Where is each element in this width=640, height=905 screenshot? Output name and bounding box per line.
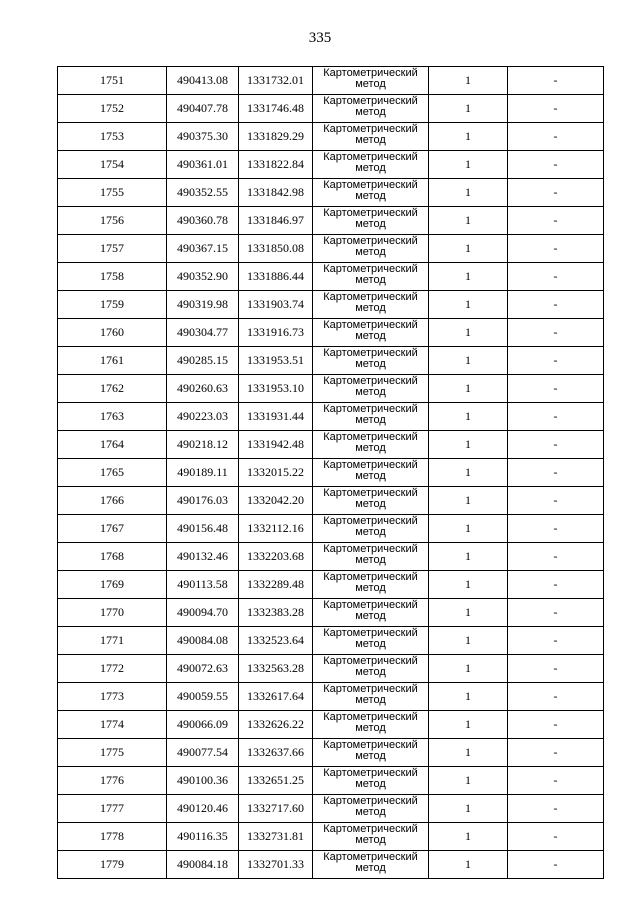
method-line-2: метод	[355, 834, 386, 846]
method-line-2: метод	[355, 554, 386, 566]
y-coordinate-cell: 1331886.44	[239, 263, 313, 291]
x-coordinate-cell: 490084.18	[167, 851, 239, 879]
method-cell	[313, 655, 429, 683]
table-row	[58, 655, 604, 683]
method-cell	[313, 263, 429, 291]
note-cell: -	[508, 515, 604, 543]
method-cell	[313, 683, 429, 711]
note-cell: -	[508, 459, 604, 487]
note-cell: -	[508, 347, 604, 375]
note-cell: -	[508, 123, 604, 151]
table-row	[58, 207, 604, 235]
y-coordinate-cell: 1331846.97	[239, 207, 313, 235]
method-line-1: Картометрический	[323, 151, 418, 163]
method-line-1: Картометрический	[323, 795, 418, 807]
method-line-2: метод	[355, 246, 386, 258]
method-cell	[313, 739, 429, 767]
note-cell: -	[508, 375, 604, 403]
method-cell	[313, 319, 429, 347]
y-coordinate-cell: 1331931.44	[239, 403, 313, 431]
method-line-2: метод	[355, 162, 386, 174]
y-coordinate-cell: 1332383.28	[239, 599, 313, 627]
method-line-1: Картометрический	[323, 431, 418, 443]
accuracy-cell: 1	[429, 95, 508, 123]
table-row	[58, 263, 604, 291]
x-coordinate-cell: 490100.36	[167, 767, 239, 795]
coordinates-table	[57, 66, 604, 879]
x-coordinate-cell: 490077.54	[167, 739, 239, 767]
y-coordinate-cell: 1332112.16	[239, 515, 313, 543]
method-line-2: метод	[355, 134, 386, 146]
table-body	[58, 67, 604, 879]
point-number-cell: 1773	[58, 683, 167, 711]
y-coordinate-cell: 1332289.48	[239, 571, 313, 599]
method-line-1: Картометрический	[323, 571, 418, 583]
note-cell: -	[508, 571, 604, 599]
accuracy-cell: 1	[429, 263, 508, 291]
x-coordinate-cell: 490176.03	[167, 487, 239, 515]
table-row	[58, 571, 604, 599]
method-line-2: метод	[355, 414, 386, 426]
method-line-1: Картометрический	[323, 739, 418, 751]
point-number-cell: 1756	[58, 207, 167, 235]
method-line-1: Картометрический	[323, 767, 418, 779]
note-cell: -	[508, 739, 604, 767]
y-coordinate-cell: 1332717.60	[239, 795, 313, 823]
method-line-1: Картометрический	[323, 683, 418, 695]
accuracy-cell: 1	[429, 851, 508, 879]
x-coordinate-cell: 490367.15	[167, 235, 239, 263]
note-cell: -	[508, 683, 604, 711]
point-number-cell: 1779	[58, 851, 167, 879]
accuracy-cell: 1	[429, 403, 508, 431]
y-coordinate-cell: 1332015.22	[239, 459, 313, 487]
method-line-2: метод	[355, 358, 386, 370]
point-number-cell: 1771	[58, 627, 167, 655]
accuracy-cell: 1	[429, 207, 508, 235]
method-line-1: Картометрический	[323, 655, 418, 667]
table-row	[58, 151, 604, 179]
note-cell: -	[508, 291, 604, 319]
note-cell: -	[508, 151, 604, 179]
y-coordinate-cell: 1331746.48	[239, 95, 313, 123]
point-number-cell: 1777	[58, 795, 167, 823]
accuracy-cell: 1	[429, 655, 508, 683]
method-line-2: метод	[355, 610, 386, 622]
method-line-1: Картометрический	[323, 207, 418, 219]
accuracy-cell: 1	[429, 291, 508, 319]
method-line-1: Картометрический	[323, 515, 418, 527]
point-number-cell: 1757	[58, 235, 167, 263]
method-cell	[313, 823, 429, 851]
x-coordinate-cell: 490413.08	[167, 67, 239, 95]
note-cell: -	[508, 823, 604, 851]
table-row	[58, 67, 604, 95]
point-number-cell: 1766	[58, 487, 167, 515]
accuracy-cell: 1	[429, 431, 508, 459]
point-number-cell: 1768	[58, 543, 167, 571]
accuracy-cell: 1	[429, 795, 508, 823]
table-row	[58, 711, 604, 739]
method-cell	[313, 347, 429, 375]
method-cell	[313, 179, 429, 207]
method-line-2: метод	[355, 778, 386, 790]
x-coordinate-cell: 490066.09	[167, 711, 239, 739]
method-cell	[313, 459, 429, 487]
method-line-2: метод	[355, 750, 386, 762]
method-cell	[313, 515, 429, 543]
method-line-1: Картометрический	[323, 95, 418, 107]
point-number-cell: 1762	[58, 375, 167, 403]
y-coordinate-cell: 1331732.01	[239, 67, 313, 95]
x-coordinate-cell: 490407.78	[167, 95, 239, 123]
method-line-1: Картометрический	[323, 599, 418, 611]
method-line-1: Картометрический	[323, 403, 418, 415]
x-coordinate-cell: 490084.08	[167, 627, 239, 655]
table-row	[58, 123, 604, 151]
y-coordinate-cell: 1332042.20	[239, 487, 313, 515]
method-line-1: Картометрический	[323, 67, 418, 79]
note-cell: -	[508, 627, 604, 655]
note-cell: -	[508, 851, 604, 879]
table-row	[58, 347, 604, 375]
accuracy-cell: 1	[429, 347, 508, 375]
note-cell: -	[508, 599, 604, 627]
table-row	[58, 95, 604, 123]
note-cell: -	[508, 767, 604, 795]
method-cell	[313, 543, 429, 571]
method-line-1: Картометрический	[323, 123, 418, 135]
method-line-2: метод	[355, 470, 386, 482]
accuracy-cell: 1	[429, 627, 508, 655]
y-coordinate-cell: 1332701.33	[239, 851, 313, 879]
point-number-cell: 1765	[58, 459, 167, 487]
y-coordinate-cell: 1331916.73	[239, 319, 313, 347]
x-coordinate-cell: 490352.55	[167, 179, 239, 207]
y-coordinate-cell: 1331953.10	[239, 375, 313, 403]
accuracy-cell: 1	[429, 823, 508, 851]
point-number-cell: 1754	[58, 151, 167, 179]
method-line-1: Картометрический	[323, 347, 418, 359]
accuracy-cell: 1	[429, 515, 508, 543]
method-cell	[313, 235, 429, 263]
x-coordinate-cell: 490285.15	[167, 347, 239, 375]
table-row	[58, 543, 604, 571]
method-cell	[313, 123, 429, 151]
point-number-cell: 1767	[58, 515, 167, 543]
note-cell: -	[508, 655, 604, 683]
method-cell	[313, 151, 429, 179]
y-coordinate-cell: 1331903.74	[239, 291, 313, 319]
method-cell	[313, 487, 429, 515]
method-line-2: метод	[355, 218, 386, 230]
accuracy-cell: 1	[429, 67, 508, 95]
method-line-1: Картометрический	[323, 487, 418, 499]
point-number-cell: 1772	[58, 655, 167, 683]
method-line-2: метод	[355, 722, 386, 734]
point-number-cell: 1752	[58, 95, 167, 123]
accuracy-cell: 1	[429, 179, 508, 207]
method-line-1: Картометрический	[323, 851, 418, 863]
x-coordinate-cell: 490059.55	[167, 683, 239, 711]
point-number-cell: 1760	[58, 319, 167, 347]
point-number-cell: 1776	[58, 767, 167, 795]
y-coordinate-cell: 1331842.98	[239, 179, 313, 207]
y-coordinate-cell: 1332651.25	[239, 767, 313, 795]
method-cell	[313, 95, 429, 123]
y-coordinate-cell: 1332637.66	[239, 739, 313, 767]
y-coordinate-cell: 1332626.22	[239, 711, 313, 739]
x-coordinate-cell: 490132.46	[167, 543, 239, 571]
accuracy-cell: 1	[429, 767, 508, 795]
method-cell	[313, 599, 429, 627]
method-cell	[313, 627, 429, 655]
method-line-2: метод	[355, 78, 386, 90]
x-coordinate-cell: 490156.48	[167, 515, 239, 543]
table-row	[58, 739, 604, 767]
point-number-cell: 1763	[58, 403, 167, 431]
x-coordinate-cell: 490072.63	[167, 655, 239, 683]
note-cell: -	[508, 179, 604, 207]
method-line-2: метод	[355, 862, 386, 874]
method-line-1: Картометрический	[323, 263, 418, 275]
method-line-2: метод	[355, 190, 386, 202]
note-cell: -	[508, 711, 604, 739]
note-cell: -	[508, 263, 604, 291]
accuracy-cell: 1	[429, 487, 508, 515]
method-line-2: метод	[355, 694, 386, 706]
method-line-1: Картометрический	[323, 291, 418, 303]
point-number-cell: 1778	[58, 823, 167, 851]
accuracy-cell: 1	[429, 375, 508, 403]
method-line-1: Картометрический	[323, 319, 418, 331]
note-cell: -	[508, 795, 604, 823]
point-number-cell: 1769	[58, 571, 167, 599]
method-line-2: метод	[355, 582, 386, 594]
x-coordinate-cell: 490361.01	[167, 151, 239, 179]
method-line-2: метод	[355, 442, 386, 454]
method-line-1: Картометрический	[323, 375, 418, 387]
x-coordinate-cell: 490094.70	[167, 599, 239, 627]
y-coordinate-cell: 1332523.64	[239, 627, 313, 655]
point-number-cell: 1764	[58, 431, 167, 459]
note-cell: -	[508, 67, 604, 95]
table-row	[58, 627, 604, 655]
method-line-2: метод	[355, 498, 386, 510]
method-cell	[313, 375, 429, 403]
note-cell: -	[508, 235, 604, 263]
accuracy-cell: 1	[429, 319, 508, 347]
accuracy-cell: 1	[429, 459, 508, 487]
x-coordinate-cell: 490120.46	[167, 795, 239, 823]
x-coordinate-cell: 490352.90	[167, 263, 239, 291]
method-cell	[313, 767, 429, 795]
method-line-1: Картометрический	[323, 711, 418, 723]
point-number-cell: 1758	[58, 263, 167, 291]
table-row	[58, 823, 604, 851]
method-cell	[313, 207, 429, 235]
x-coordinate-cell: 490260.63	[167, 375, 239, 403]
method-line-1: Картометрический	[323, 627, 418, 639]
table-row	[58, 599, 604, 627]
note-cell: -	[508, 95, 604, 123]
method-line-1: Картометрический	[323, 543, 418, 555]
note-cell: -	[508, 543, 604, 571]
x-coordinate-cell: 490223.03	[167, 403, 239, 431]
point-number-cell: 1761	[58, 347, 167, 375]
method-cell	[313, 851, 429, 879]
table-row	[58, 291, 604, 319]
table-row	[58, 515, 604, 543]
note-cell: -	[508, 207, 604, 235]
accuracy-cell: 1	[429, 543, 508, 571]
x-coordinate-cell: 490218.12	[167, 431, 239, 459]
note-cell: -	[508, 319, 604, 347]
y-coordinate-cell: 1332617.64	[239, 683, 313, 711]
x-coordinate-cell: 490116.35	[167, 823, 239, 851]
method-cell	[313, 431, 429, 459]
point-number-cell: 1759	[58, 291, 167, 319]
y-coordinate-cell: 1332563.28	[239, 655, 313, 683]
method-cell	[313, 291, 429, 319]
page-number: 335	[308, 30, 332, 46]
table-row	[58, 319, 604, 347]
y-coordinate-cell: 1331850.08	[239, 235, 313, 263]
method-line-2: метод	[355, 386, 386, 398]
y-coordinate-cell: 1331829.29	[239, 123, 313, 151]
accuracy-cell: 1	[429, 571, 508, 599]
note-cell: -	[508, 403, 604, 431]
point-number-cell: 1751	[58, 67, 167, 95]
point-number-cell: 1775	[58, 739, 167, 767]
point-number-cell: 1770	[58, 599, 167, 627]
table-row	[58, 375, 604, 403]
x-coordinate-cell: 490319.98	[167, 291, 239, 319]
accuracy-cell: 1	[429, 235, 508, 263]
note-cell: -	[508, 431, 604, 459]
accuracy-cell: 1	[429, 599, 508, 627]
method-line-2: метод	[355, 274, 386, 286]
method-cell	[313, 67, 429, 95]
x-coordinate-cell: 490304.77	[167, 319, 239, 347]
x-coordinate-cell: 490360.78	[167, 207, 239, 235]
accuracy-cell: 1	[429, 683, 508, 711]
table-row	[58, 795, 604, 823]
y-coordinate-cell: 1331942.48	[239, 431, 313, 459]
method-line-2: метод	[355, 106, 386, 118]
accuracy-cell: 1	[429, 739, 508, 767]
accuracy-cell: 1	[429, 151, 508, 179]
accuracy-cell: 1	[429, 123, 508, 151]
method-line-2: метод	[355, 806, 386, 818]
table-row	[58, 683, 604, 711]
table-row	[58, 851, 604, 879]
method-cell	[313, 403, 429, 431]
note-cell: -	[508, 487, 604, 515]
table-row	[58, 403, 604, 431]
table-row	[58, 487, 604, 515]
y-coordinate-cell: 1331953.51	[239, 347, 313, 375]
method-line-1: Картометрический	[323, 235, 418, 247]
method-cell	[313, 571, 429, 599]
accuracy-cell: 1	[429, 711, 508, 739]
method-line-2: метод	[355, 526, 386, 538]
method-line-1: Картометрический	[323, 179, 418, 191]
method-cell	[313, 795, 429, 823]
point-number-cell: 1753	[58, 123, 167, 151]
point-number-cell: 1755	[58, 179, 167, 207]
table-row	[58, 767, 604, 795]
y-coordinate-cell: 1332731.81	[239, 823, 313, 851]
point-number-cell: 1774	[58, 711, 167, 739]
method-line-2: метод	[355, 330, 386, 342]
x-coordinate-cell: 490189.11	[167, 459, 239, 487]
method-line-1: Картометрический	[323, 823, 418, 835]
method-line-2: метод	[355, 638, 386, 650]
table-row	[58, 459, 604, 487]
method-cell	[313, 711, 429, 739]
y-coordinate-cell: 1332203.68	[239, 543, 313, 571]
table-row	[58, 179, 604, 207]
method-line-2: метод	[355, 666, 386, 678]
method-line-2: метод	[355, 302, 386, 314]
method-line-1: Картометрический	[323, 459, 418, 471]
y-coordinate-cell: 1331822.84	[239, 151, 313, 179]
table-row	[58, 431, 604, 459]
x-coordinate-cell: 490113.58	[167, 571, 239, 599]
table-row	[58, 235, 604, 263]
x-coordinate-cell: 490375.30	[167, 123, 239, 151]
